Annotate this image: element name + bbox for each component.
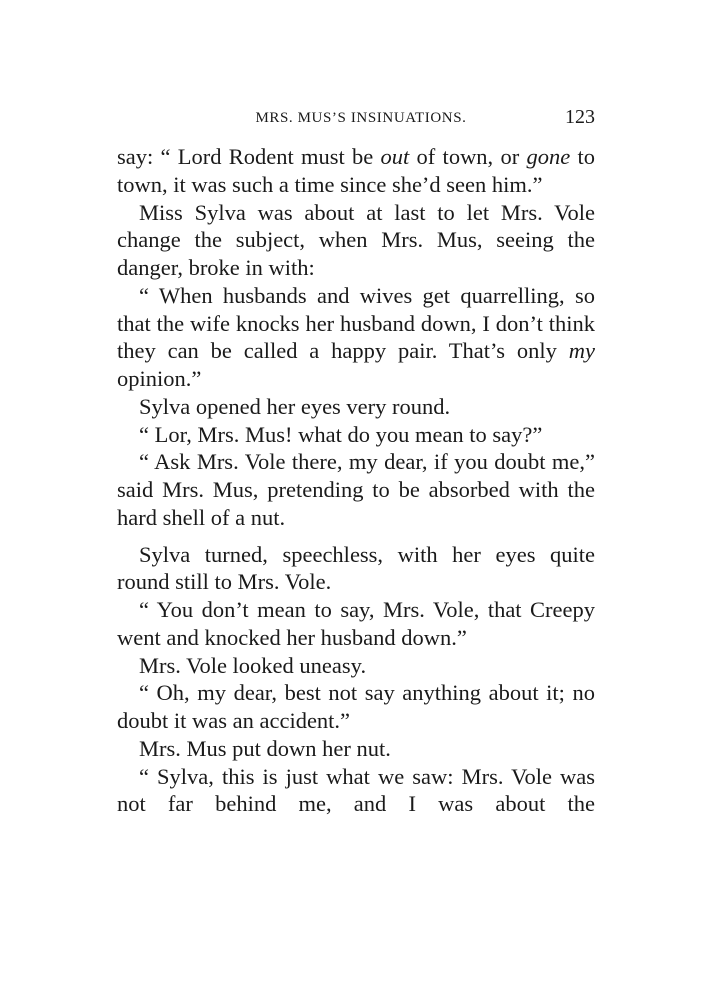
paragraph <box>117 763 595 819</box>
paragraph <box>117 282 595 393</box>
paragraph <box>117 735 595 763</box>
text-segment: “ Lor, Mrs. Mus! what do you mean to say?” <box>139 421 543 447</box>
paragraph <box>117 143 595 199</box>
text-segment: of town, or <box>409 144 527 169</box>
paragraph <box>117 652 595 680</box>
page-number: 123 <box>565 106 595 128</box>
paragraph <box>117 679 595 735</box>
italic-text: my <box>568 338 595 364</box>
paragraph <box>117 448 595 531</box>
text-segment: “ Sylva, this is just what we saw: Mrs. Vole was not far behind me, and I was about the <box>117 763 595 817</box>
running-head <box>117 104 595 134</box>
text-segment: “ Oh, my dear, best not say anything about it; no doubt it was an accident.” <box>117 680 595 733</box>
text-segment: Sylva opened her eyes very round. <box>139 393 451 419</box>
text-segment: Miss Sylva was about at last to let Mrs. Vole change the subject, when Mrs. Mus, seeing the danger, broke in with: <box>117 199 595 280</box>
paragraph <box>117 421 595 449</box>
text-segment: Mrs. Vole looked uneasy. <box>139 652 367 678</box>
body-text <box>117 143 595 818</box>
running-title: MRS. MUS’S INSINUATIONS. <box>255 110 467 126</box>
italic-text: gone <box>526 144 571 169</box>
text-segment: opinion.” <box>117 366 202 391</box>
paragraph <box>117 393 595 421</box>
text-segment: say: “ Lord Rodent must be <box>117 144 381 169</box>
text-segment: “ Ask Mrs. Vole there, my dear, if you doubt me,” said Mrs. Mus, pretending to be absorbed with the hard shell of a nut. <box>117 449 595 530</box>
italic-text: out <box>380 144 410 169</box>
text-segment: Sylva turned, speechless, with her eyes quite round still to Mrs. Vole. <box>117 541 595 595</box>
paragraph <box>117 199 595 282</box>
paragraph <box>117 541 595 597</box>
paragraph <box>117 596 595 652</box>
text-segment: “ When husbands and wives get quarrelling, so that the wife knocks her husband down, I don’t think they can be called a happy pair. That’s only <box>117 282 595 364</box>
text-segment: “ You don’t mean to say, Mrs. Vole, that Creepy went and knocked her husband down.” <box>117 597 595 650</box>
text-segment: Mrs. Mus put down her nut. <box>139 735 391 761</box>
text-segment: to town, it was such a time since she’d seen him.” <box>117 144 595 197</box>
